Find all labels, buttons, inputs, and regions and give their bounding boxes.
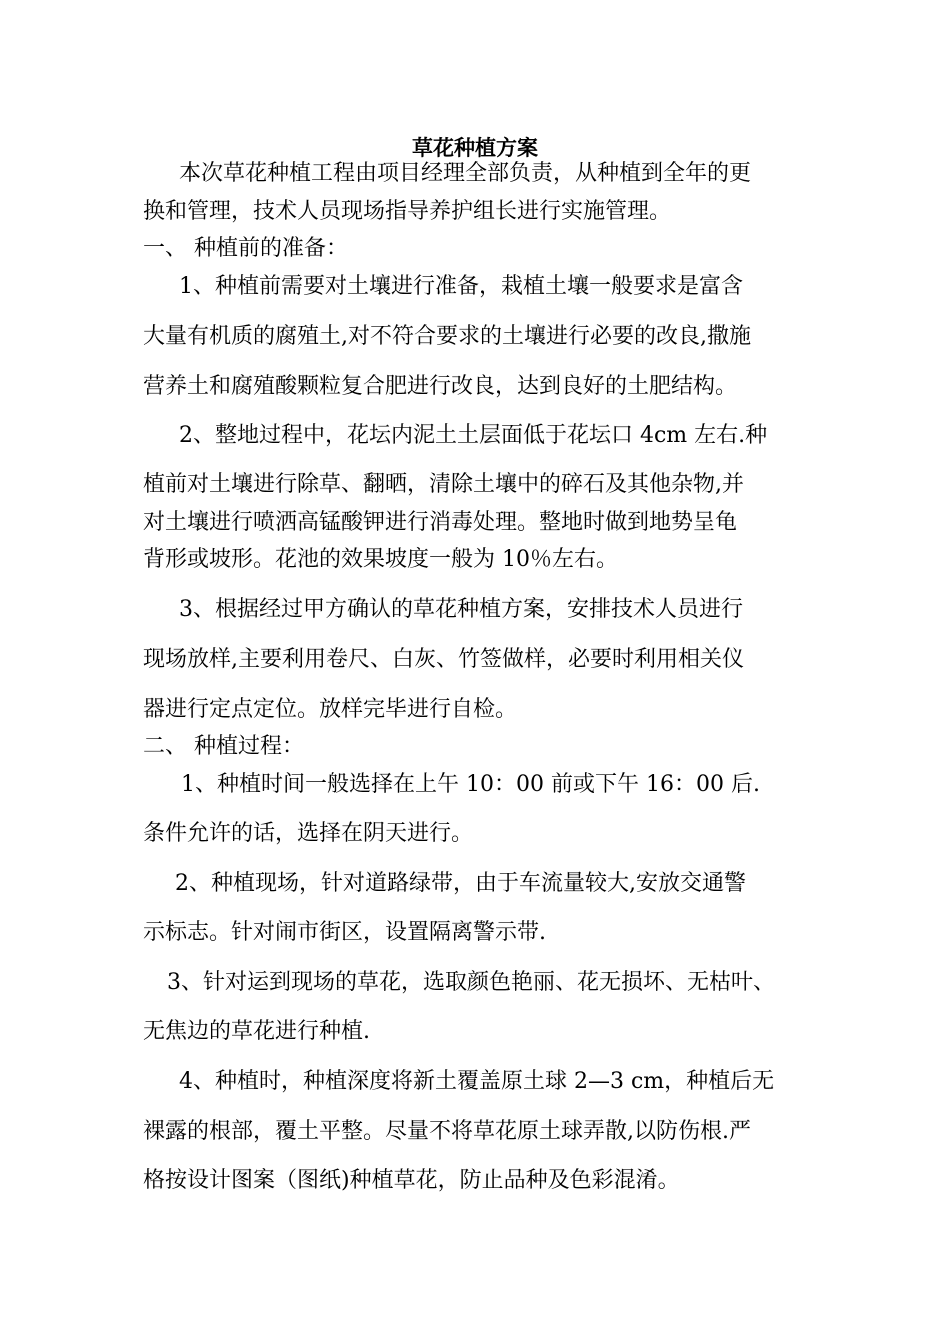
paragraph-line: 2、整地过程中，花坛内泥土土层面低于花坛口 4cm 左右.种	[179, 423, 768, 448]
paragraph-line: 换和管理，技术人员现场指导养护组长进行实施管理。	[143, 199, 672, 224]
paragraph-line: 1、种植时间一般选择在上午 10：00 前或下午 16：00 后.	[181, 772, 760, 797]
paragraph-line: 1、种植前需要对土壤进行准备，栽植土壤一般要求是富含	[179, 274, 743, 299]
paragraph-line: 背形或坡形。花池的效果坡度一般为 10％左右。	[143, 547, 618, 572]
paragraph-line: 本次草花种植工程由项目经理全部负责，从种植到全年的更	[179, 161, 752, 186]
paragraph-line: 裸露的根部，覆土平整。尽量不将草花原土球弄散,以防伤根.严	[143, 1119, 751, 1144]
document-title: 草花种植方案	[412, 135, 538, 160]
paragraph-line: 无焦边的草花进行种植.	[143, 1019, 370, 1044]
section-heading: 二、 种植过程：	[143, 734, 304, 759]
paragraph-line: 营养土和腐殖酸颗粒复合肥进行改良，达到良好的土肥结构。	[143, 374, 738, 399]
paragraph-line: 条件允许的话，选择在阴天进行。	[143, 821, 474, 846]
paragraph-line: 现场放样,主要利用卷尺、白灰、竹签做样，必要时利用相关仪	[143, 647, 744, 672]
paragraph-line: 植前对土壤进行除草、翻晒，清除土壤中的碎石及其他杂物,并	[143, 472, 744, 497]
paragraph-line: 4、种植时，种植深度将新土覆盖原土球 2—3 cm，种植后无	[179, 1069, 775, 1094]
paragraph-line: 器进行定点定位。放样完毕进行自检。	[143, 697, 518, 722]
paragraph-line: 示标志。针对闹市街区，设置隔离警示带.	[143, 920, 546, 945]
paragraph-line: 3、针对运到现场的草花，选取颜色艳丽、花无损坏、无枯叶、	[167, 970, 775, 995]
paragraph-line: 对土壤进行喷洒高锰酸钾进行消毒处理。整地时做到地势呈龟	[143, 510, 738, 535]
paragraph-line: 2、种植现场，针对道路绿带，由于车流量较大,安放交通警	[175, 871, 746, 896]
paragraph-line: 3、根据经过甲方确认的草花种植方案，安排技术人员进行	[179, 597, 743, 622]
paragraph-line: 大量有机质的腐殖土,对不符合要求的土壤进行必要的改良,撒施	[143, 324, 751, 349]
paragraph-line: 格按设计图案（图纸)种植草花，防止品种及色彩混淆。	[143, 1168, 680, 1193]
section-heading: 一、 种植前的准备：	[143, 236, 348, 261]
